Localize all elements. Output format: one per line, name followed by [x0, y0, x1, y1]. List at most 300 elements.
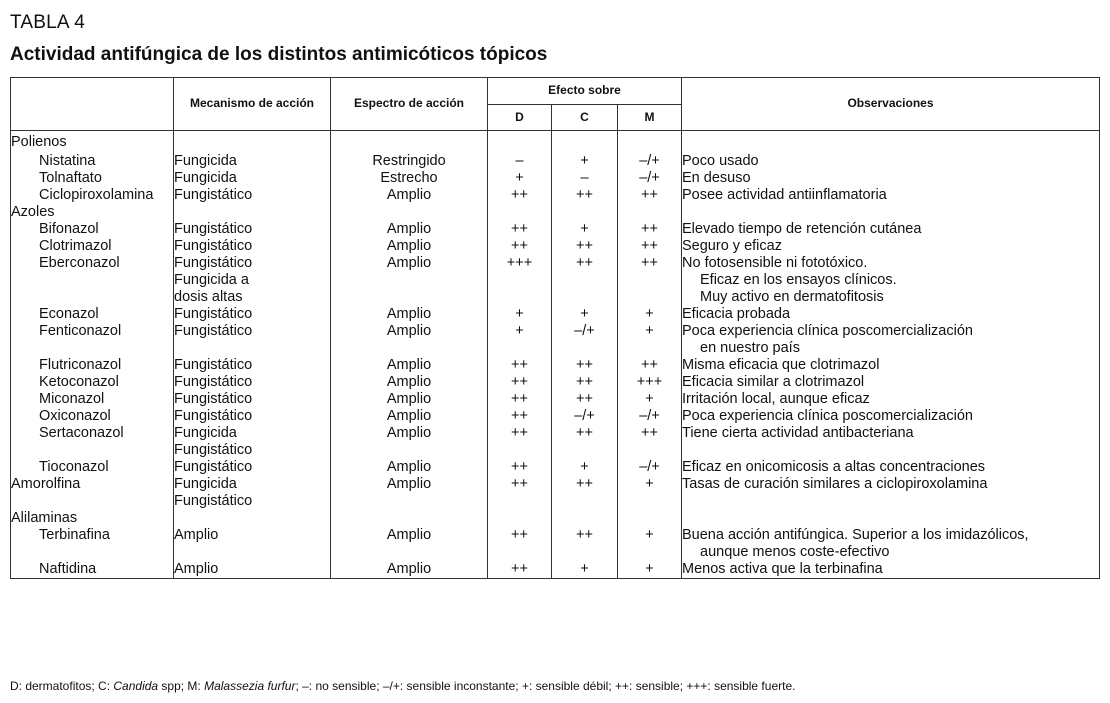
- table-row: [11, 187, 1100, 204]
- cell-name: [11, 425, 174, 459]
- antifungal-table: [10, 77, 1100, 579]
- cell-espectro: [331, 527, 488, 561]
- cell-name: [11, 255, 174, 306]
- observacion-line: Eficaz en los ensayos clínicos.: [700, 272, 897, 288]
- cell-c: [552, 323, 618, 357]
- espectro-value: Amplio: [386, 408, 432, 424]
- drug-name: Azoles: [11, 204, 55, 220]
- espectro-value: Amplio: [386, 459, 432, 475]
- cell-c: [552, 306, 618, 323]
- cell-observaciones: [682, 510, 1100, 527]
- cell-d: [488, 170, 552, 187]
- cell-observaciones: [682, 476, 1100, 510]
- effect-c-value: +: [580, 561, 589, 577]
- espectro-value: Amplio: [386, 357, 432, 373]
- cell-m: [618, 408, 682, 425]
- cell-observaciones: [682, 255, 1100, 306]
- footnote: [10, 679, 795, 693]
- espectro-value: Amplio: [386, 561, 432, 577]
- cell-observaciones: [682, 357, 1100, 374]
- drug-name: Flutriconazol: [39, 357, 122, 373]
- cell-d: [488, 238, 552, 255]
- espectro-value: Amplio: [386, 476, 432, 492]
- cell-espectro: [331, 357, 488, 374]
- cell-mecanismo: [174, 391, 331, 408]
- drug-name: Tolnaftato: [39, 170, 102, 186]
- table-row: [11, 527, 1100, 561]
- cell-m: [618, 391, 682, 408]
- table-row: [11, 391, 1100, 408]
- cell-d: [488, 476, 552, 510]
- cell-c: [552, 459, 618, 476]
- cell-d: [488, 510, 552, 527]
- cell-name: [11, 187, 174, 204]
- effect-c-value: ++: [576, 425, 593, 441]
- table-row: [11, 306, 1100, 323]
- cell-mecanismo: [174, 221, 331, 238]
- cell-espectro: [331, 221, 488, 238]
- espectro-value: Amplio: [386, 374, 432, 390]
- table-row: [11, 476, 1100, 510]
- mecanismo-line: Fungistático: [174, 357, 253, 373]
- footnote-part3: ; –: no sensible; –/+: sensible inconstante; +: sensible débil; ++: sensible; +++: sensible fuerte.: [295, 679, 796, 693]
- effect-m-value: ++: [641, 238, 658, 254]
- effect-m-value: ++: [641, 357, 658, 373]
- table-row: [11, 408, 1100, 425]
- table-row: [11, 374, 1100, 391]
- cell-c: [552, 187, 618, 204]
- observacion-line: En desuso: [682, 170, 751, 186]
- effect-c-value: –/+: [574, 408, 595, 424]
- cell-observaciones: [682, 391, 1100, 408]
- mecanismo-line: Fungicida: [174, 153, 237, 169]
- cell-m: [618, 357, 682, 374]
- effect-d-value: ++: [511, 408, 528, 424]
- cell-observaciones: [682, 131, 1100, 154]
- effect-c-value: ++: [576, 255, 593, 271]
- header-mecanismo: Mecanismo de acción: [174, 78, 331, 131]
- cell-name: [11, 510, 174, 527]
- effect-m-value: +: [645, 527, 654, 543]
- cell-name: [11, 204, 174, 221]
- espectro-value: Restringido: [372, 153, 446, 169]
- effect-c-value: –: [580, 170, 589, 186]
- cell-mecanismo: [174, 357, 331, 374]
- drug-name: Ciclopiroxolamina: [39, 187, 154, 203]
- effect-c-value: ++: [576, 391, 593, 407]
- observacion-line: Menos activa que la terbinafina: [682, 561, 883, 577]
- observacion-line: Eficaz en onicomicosis a altas concentraciones: [682, 459, 986, 475]
- drug-name: Sertaconazol: [39, 425, 124, 441]
- cell-espectro: [331, 510, 488, 527]
- cell-name: [11, 357, 174, 374]
- mecanismo-line: Fungistático: [174, 238, 253, 254]
- observacion-line: Misma eficacia que clotrimazol: [682, 357, 880, 373]
- footnote-part2: spp; M:: [158, 679, 205, 693]
- effect-c-value: +: [580, 306, 589, 322]
- cell-espectro: [331, 476, 488, 510]
- cell-m: [618, 221, 682, 238]
- cell-name: [11, 391, 174, 408]
- drug-name: Miconazol: [39, 391, 105, 407]
- espectro-value: Amplio: [386, 238, 432, 254]
- effect-c-value: +: [580, 221, 589, 237]
- table-row: [11, 510, 1100, 527]
- cell-espectro: [331, 391, 488, 408]
- effect-d-value: –: [515, 153, 524, 169]
- cell-c: [552, 357, 618, 374]
- mecanismo-line: Fungistático: [174, 493, 253, 509]
- cell-c: [552, 527, 618, 561]
- cell-observaciones: [682, 187, 1100, 204]
- cell-m: [618, 561, 682, 579]
- mecanismo-line: Fungistático: [174, 323, 253, 339]
- drug-name: Clotrimazol: [39, 238, 112, 254]
- cell-c: [552, 170, 618, 187]
- effect-d-value: ++: [511, 527, 528, 543]
- effect-m-value: +: [645, 323, 654, 339]
- effect-d-value: ++: [511, 221, 528, 237]
- cell-mecanismo: [174, 527, 331, 561]
- mecanismo-line: Fungistático: [174, 374, 253, 390]
- cell-name: [11, 153, 174, 170]
- table-label: TABLA 4: [10, 12, 85, 33]
- cell-observaciones: [682, 323, 1100, 357]
- cell-m: [618, 510, 682, 527]
- cell-observaciones: [682, 238, 1100, 255]
- cell-d: [488, 187, 552, 204]
- cell-m: [618, 170, 682, 187]
- cell-observaciones: [682, 204, 1100, 221]
- cell-d: [488, 527, 552, 561]
- effect-c-value: –/+: [574, 323, 595, 339]
- cell-d: [488, 221, 552, 238]
- cell-name: [11, 221, 174, 238]
- cell-c: [552, 238, 618, 255]
- mecanismo-line: Fungicida: [174, 170, 237, 186]
- cell-observaciones: [682, 374, 1100, 391]
- effect-m-value: +: [645, 391, 654, 407]
- effect-d-value: +++: [506, 255, 533, 271]
- table-row: [11, 131, 1100, 154]
- effect-c-value: ++: [576, 357, 593, 373]
- header-observaciones: Observaciones: [682, 78, 1100, 131]
- mecanismo-line: Fungistático: [174, 255, 253, 271]
- espectro-value: Amplio: [386, 527, 432, 543]
- drug-name: Terbinafina: [39, 527, 110, 543]
- cell-mecanismo: [174, 153, 331, 170]
- observacion-line: Seguro y eficaz: [682, 238, 782, 254]
- cell-mecanismo: [174, 255, 331, 306]
- drug-name: Eberconazol: [39, 255, 120, 271]
- cell-name: [11, 238, 174, 255]
- table-row: [11, 255, 1100, 306]
- effect-m-value: –/+: [639, 170, 660, 186]
- cell-name: [11, 170, 174, 187]
- table-row: [11, 238, 1100, 255]
- espectro-value: Estrecho: [380, 170, 438, 186]
- observacion-line: Buena acción antifúngica. Superior a los imidazólicos,: [682, 527, 1029, 543]
- header-m: M: [618, 105, 682, 131]
- effect-d-value: ++: [511, 374, 528, 390]
- cell-c: [552, 204, 618, 221]
- observacion-line: Posee actividad antiinflamatoria: [682, 187, 887, 203]
- cell-m: [618, 527, 682, 561]
- observacion-line: Eficacia probada: [682, 306, 791, 322]
- cell-name: [11, 527, 174, 561]
- mecanismo-line: dosis altas: [174, 289, 243, 305]
- effect-d-value: ++: [511, 459, 528, 475]
- cell-m: [618, 187, 682, 204]
- mecanismo-line: Amplio: [174, 561, 219, 577]
- effect-c-value: ++: [576, 187, 593, 203]
- effect-d-value: ++: [511, 357, 528, 373]
- cell-c: [552, 131, 618, 154]
- effect-m-value: –/+: [639, 408, 660, 424]
- observacion-line: Poca experiencia clínica poscomercialización: [682, 323, 973, 339]
- cell-c: [552, 510, 618, 527]
- cell-observaciones: [682, 459, 1100, 476]
- cell-espectro: [331, 255, 488, 306]
- cell-d: [488, 408, 552, 425]
- drug-name: Econazol: [39, 306, 99, 322]
- cell-name: [11, 561, 174, 579]
- cell-name: [11, 374, 174, 391]
- effect-d-value: ++: [511, 561, 528, 577]
- mecanismo-line: Fungistático: [174, 306, 253, 322]
- effect-c-value: ++: [576, 374, 593, 390]
- cell-espectro: [331, 187, 488, 204]
- effect-m-value: +: [645, 476, 654, 492]
- cell-c: [552, 425, 618, 459]
- cell-m: [618, 459, 682, 476]
- effect-m-value: ++: [641, 187, 658, 203]
- cell-m: [618, 238, 682, 255]
- table-row: [11, 323, 1100, 357]
- effect-d-value: ++: [511, 391, 528, 407]
- mecanismo-line: Fungicida: [174, 476, 237, 492]
- cell-m: [618, 425, 682, 459]
- observacion-line: Tiene cierta actividad antibacteriana: [682, 425, 914, 441]
- cell-c: [552, 476, 618, 510]
- cell-mecanismo: [174, 323, 331, 357]
- cell-c: [552, 561, 618, 579]
- espectro-value: Amplio: [386, 425, 432, 441]
- mecanismo-line: Fungistático: [174, 187, 253, 203]
- table-header: [11, 78, 1100, 131]
- header-c: C: [552, 105, 618, 131]
- cell-observaciones: [682, 527, 1100, 561]
- cell-d: [488, 391, 552, 408]
- table-body: [11, 131, 1100, 579]
- table-row: [11, 425, 1100, 459]
- effect-d-value: +: [515, 306, 524, 322]
- effect-m-value: +: [645, 306, 654, 322]
- cell-observaciones: [682, 221, 1100, 238]
- cell-mecanismo: [174, 306, 331, 323]
- espectro-value: Amplio: [386, 221, 432, 237]
- mecanismo-line: Fungistático: [174, 221, 253, 237]
- cell-name: [11, 476, 174, 510]
- cell-m: [618, 476, 682, 510]
- cell-c: [552, 153, 618, 170]
- effect-d-value: +: [515, 323, 524, 339]
- cell-d: [488, 323, 552, 357]
- cell-mecanismo: [174, 238, 331, 255]
- cell-m: [618, 374, 682, 391]
- cell-m: [618, 153, 682, 170]
- effect-m-value: ++: [641, 255, 658, 271]
- cell-d: [488, 357, 552, 374]
- effect-d-value: ++: [511, 476, 528, 492]
- mecanismo-line: Fungistático: [174, 408, 253, 424]
- cell-mecanismo: [174, 561, 331, 579]
- drug-name: Bifonazol: [39, 221, 99, 237]
- cell-d: [488, 255, 552, 306]
- cell-mecanismo: [174, 187, 331, 204]
- cell-c: [552, 391, 618, 408]
- cell-observaciones: [682, 306, 1100, 323]
- drug-name: Ketoconazol: [39, 374, 119, 390]
- cell-mecanismo: [174, 459, 331, 476]
- footnote-malassezia: Malassezia furfur: [204, 679, 296, 693]
- observacion-line: Tasas de curación similares a ciclopiroxolamina: [682, 476, 988, 492]
- cell-d: [488, 374, 552, 391]
- cell-observaciones: [682, 408, 1100, 425]
- cell-mecanismo: [174, 131, 331, 154]
- drug-name: Tioconazol: [39, 459, 109, 475]
- cell-mecanismo: [174, 510, 331, 527]
- cell-c: [552, 374, 618, 391]
- observacion-line: en nuestro país: [700, 340, 800, 356]
- cell-d: [488, 131, 552, 154]
- observacion-line: Elevado tiempo de retención cutánea: [682, 221, 922, 237]
- espectro-value: Amplio: [386, 187, 432, 203]
- cell-d: [488, 561, 552, 579]
- cell-c: [552, 408, 618, 425]
- effect-m-value: ++: [641, 425, 658, 441]
- effect-c-value: ++: [576, 527, 593, 543]
- table-row: [11, 357, 1100, 374]
- cell-espectro: [331, 204, 488, 221]
- cell-espectro: [331, 459, 488, 476]
- effect-c-value: ++: [576, 238, 593, 254]
- cell-espectro: [331, 408, 488, 425]
- mecanismo-line: Fungicida: [174, 425, 237, 441]
- header-efecto-sobre: Efecto sobre: [488, 78, 682, 105]
- cell-mecanismo: [174, 476, 331, 510]
- cell-espectro: [331, 561, 488, 579]
- cell-d: [488, 153, 552, 170]
- cell-espectro: [331, 170, 488, 187]
- cell-m: [618, 255, 682, 306]
- cell-espectro: [331, 425, 488, 459]
- cell-mecanismo: [174, 374, 331, 391]
- table-row: [11, 204, 1100, 221]
- mecanismo-line: Fungistático: [174, 391, 253, 407]
- cell-observaciones: [682, 170, 1100, 187]
- header-espectro: Espectro de acción: [331, 78, 488, 131]
- effect-m-value: +: [645, 561, 654, 577]
- observacion-line: Muy activo en dermatofitosis: [700, 289, 884, 305]
- cell-d: [488, 425, 552, 459]
- drug-name: Nistatina: [39, 153, 96, 169]
- cell-mecanismo: [174, 204, 331, 221]
- cell-espectro: [331, 153, 488, 170]
- effect-d-value: ++: [511, 187, 528, 203]
- observacion-line: No fotosensible ni fototóxico.: [682, 255, 868, 271]
- mecanismo-line: Amplio: [174, 527, 219, 543]
- cell-mecanismo: [174, 408, 331, 425]
- cell-name: [11, 323, 174, 357]
- cell-name: [11, 306, 174, 323]
- observacion-line: Irritación local, aunque eficaz: [682, 391, 870, 407]
- cell-name: [11, 459, 174, 476]
- cell-m: [618, 306, 682, 323]
- espectro-value: Amplio: [386, 255, 432, 271]
- effect-d-value: ++: [511, 425, 528, 441]
- table-row: [11, 561, 1100, 579]
- effect-c-value: +: [580, 153, 589, 169]
- effect-d-value: +: [515, 170, 524, 186]
- footnote-part1: D: dermatofitos; C:: [10, 679, 114, 693]
- cell-espectro: [331, 238, 488, 255]
- table-row: [11, 459, 1100, 476]
- effect-c-value: ++: [576, 476, 593, 492]
- effect-m-value: –/+: [639, 153, 660, 169]
- effect-m-value: ++: [641, 221, 658, 237]
- effect-m-value: –/+: [639, 459, 660, 475]
- cell-espectro: [331, 374, 488, 391]
- cell-observaciones: [682, 425, 1100, 459]
- effect-m-value: +++: [636, 374, 663, 390]
- header-empty: [11, 78, 174, 131]
- observacion-line: aunque menos coste-efectivo: [700, 544, 890, 560]
- effect-d-value: ++: [511, 238, 528, 254]
- cell-espectro: [331, 323, 488, 357]
- observacion-line: Poco usado: [682, 153, 759, 169]
- cell-mecanismo: [174, 425, 331, 459]
- cell-d: [488, 204, 552, 221]
- mecanismo-line: Fungistático: [174, 442, 253, 458]
- cell-m: [618, 204, 682, 221]
- cell-name: [11, 131, 174, 154]
- mecanismo-line: Fungicida a: [174, 272, 249, 288]
- cell-c: [552, 255, 618, 306]
- espectro-value: Amplio: [386, 391, 432, 407]
- header-d: D: [488, 105, 552, 131]
- footnote-candida: Candida: [113, 679, 159, 693]
- cell-mecanismo: [174, 170, 331, 187]
- table-title: Actividad antifúngica de los distintos antimicóticos tópicos: [10, 44, 548, 65]
- cell-espectro: [331, 131, 488, 154]
- drug-name: Alilaminas: [11, 510, 78, 526]
- drug-name: Amorolfina: [11, 476, 81, 492]
- cell-observaciones: [682, 561, 1100, 579]
- cell-name: [11, 408, 174, 425]
- observacion-line: Eficacia similar a clotrimazol: [682, 374, 865, 390]
- espectro-value: Amplio: [386, 306, 432, 322]
- table-row: [11, 153, 1100, 170]
- cell-observaciones: [682, 153, 1100, 170]
- cell-d: [488, 306, 552, 323]
- mecanismo-line: Fungistático: [174, 459, 253, 475]
- effect-c-value: +: [580, 459, 589, 475]
- cell-m: [618, 131, 682, 154]
- table-row: [11, 221, 1100, 238]
- cell-c: [552, 221, 618, 238]
- drug-name: Oxiconazol: [39, 408, 111, 424]
